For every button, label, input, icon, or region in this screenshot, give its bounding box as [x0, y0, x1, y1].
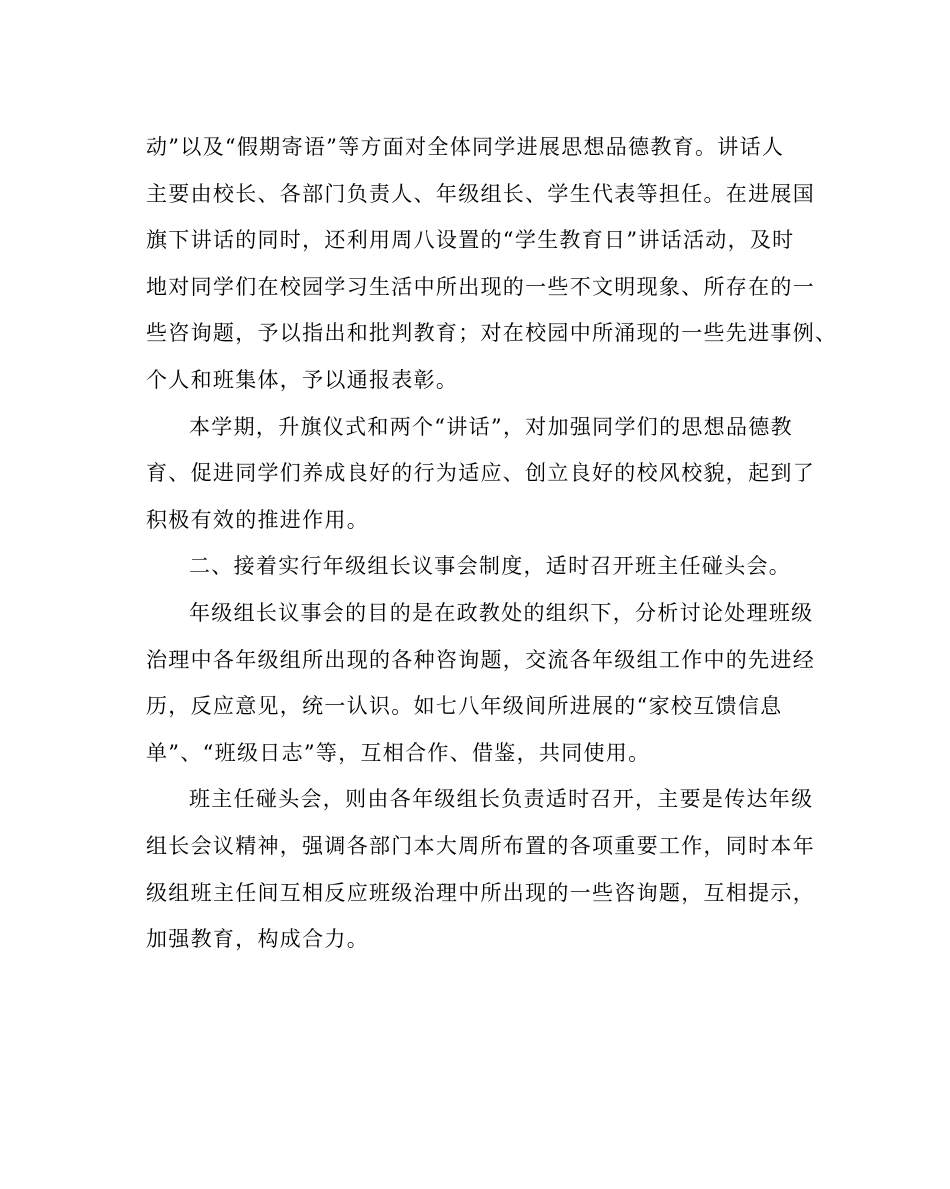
document-body [146, 128, 838, 967]
text-line: 主要由校长、各部门负责人、年级组长、学生代表等担任。在进展国 [146, 181, 815, 206]
paragraph-first-line: 本学期，升旗仪式和两个“讲话”，对加强同学们的思想品德教 [189, 414, 793, 439]
text-line: 些咨询题，予以指出和批判教育；对在校园中所涌现的一些先进事例、 [146, 321, 838, 346]
text-line: 加强教育，构成合力。 [146, 927, 369, 952]
text-line: 育、促进同学们养成良好的行为适应、创立良好的校风校貌，起到了 [146, 461, 815, 486]
text-line: 积极有效的推进作用。 [146, 507, 369, 532]
text-line: 地对同学们在校园学习生活中所出现的一些不文明现象、所存在的一 [146, 274, 815, 299]
text-line: 历，反应意见，统一认识。如七八年级间所进展的“家校互馈信息 [146, 694, 783, 719]
text-line: 个人和班集体，予以通报表彰。 [146, 367, 459, 392]
section-heading: 二、接着实行年级组长议事会制度，适时召开班主任碰头会。 [189, 554, 792, 579]
text-line: 动”以及“假期寄语”等方面对全体同学进展思想品德教育。讲话人 [146, 135, 785, 159]
text-line: 组长会议精神，强调各部门本大周所布置的各项重要工作，同时本年 [146, 833, 815, 858]
text-line: 旗下讲话的同时，还利用周八设置的“学生教育日”讲话活动，及时 [146, 228, 795, 253]
text-line: 单”、“班级日志”等，互相合作、借鉴，共同使用。 [146, 740, 651, 765]
paragraph-first-line: 年级组长议事会的目的是在政教处的组织下，分析讨论处理班级 [189, 600, 814, 625]
text-line: 级组班主任间互相反应班级治理中所出现的一些咨询题，互相提示， [146, 880, 815, 905]
paragraph-first-line: 班主任碰头会，则由各年级组长负责适时召开，主要是传达年级 [189, 787, 814, 812]
text-line: 治理中各年级组所出现的各种咨询题，交流各年级组工作中的先进经 [146, 647, 815, 672]
